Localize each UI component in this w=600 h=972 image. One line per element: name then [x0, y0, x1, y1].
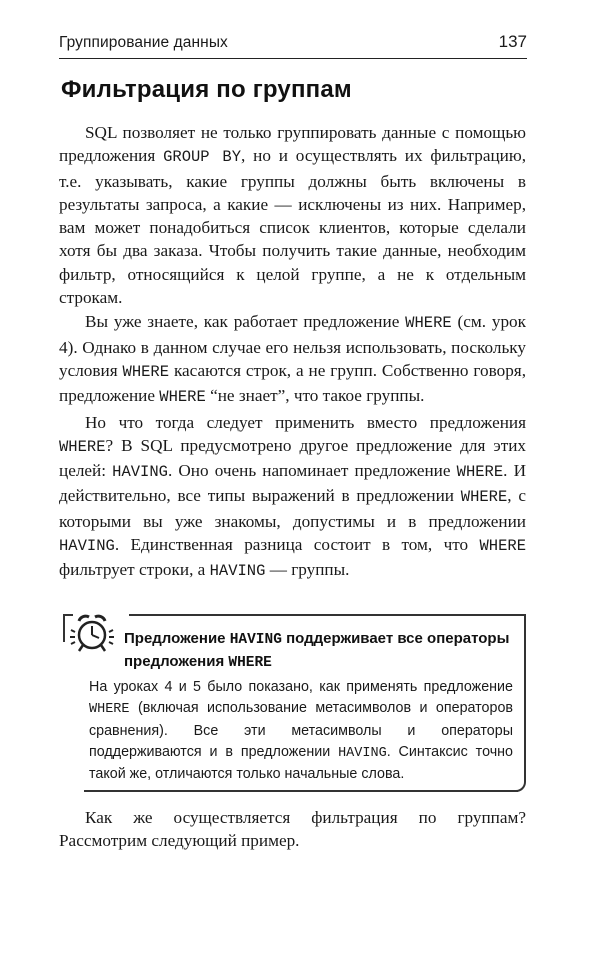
code-keyword: HAVING: [229, 632, 282, 648]
closing-text: [59, 806, 526, 853]
note-frame-right: [516, 614, 526, 792]
text-run: . И действительно, все типы выражений в предложении: [59, 461, 526, 506]
text-run: SQL позволяет не только группировать данные с помощью предложения: [59, 123, 526, 166]
text-run: Предложение: [124, 630, 230, 647]
code-keyword: HAVING: [112, 463, 168, 482]
paragraph-1: [59, 121, 526, 309]
text-run: . Синтаксис точно такой же, отличаются только начальные слова.: [89, 743, 514, 783]
text-run: . Оно очень напоминает предложение: [167, 461, 457, 481]
code-keyword: WHERE: [122, 362, 170, 381]
code-keyword: WHERE: [89, 702, 130, 718]
text-run: — группы.: [265, 560, 350, 580]
note-frame-bottom: [84, 790, 518, 792]
paragraph-3: [59, 411, 526, 584]
section-title: Фильтрация по группам: [61, 76, 352, 103]
code-keyword: WHERE: [460, 488, 508, 507]
paragraph-closing: Как же осуществляется фильтрация по группам? Рассмотрим следующий пример.: [59, 808, 526, 851]
text-run: касаются строк, а не групп. Собственно говоря, предложение: [59, 360, 526, 406]
running-head: [59, 32, 527, 59]
text-run: ? В SQL предусмотрено другое предложение для этих целей:: [59, 435, 526, 481]
code-keyword: HAVING: [209, 562, 266, 581]
code-keyword: WHERE: [159, 388, 206, 407]
code-keyword: WHERE: [479, 537, 526, 556]
text-run: На уроках 4 и 5 было показано, как применять предложение: [89, 679, 513, 695]
text-run: поддерживает все операторы предложения: [124, 630, 510, 670]
text-run: , но и осуществлять их фильтрацию, т.е. указывать, какие группы должны быть включены в результаты запроса, а какие — исключены из них. Например, вам может понадобиться список клиентов, которые сделали хотя бы два заказа. Чтобы получить такие данные, необходим фильтр, относящийся к целой группе, а не к отдельным строкам.: [59, 146, 526, 308]
code-keyword: WHERE: [405, 314, 452, 333]
note-title: [124, 628, 514, 674]
text-run: Но что тогда следует применить вместо предложения: [85, 412, 526, 432]
note-body: [89, 677, 513, 785]
alarm-clock-icon: [67, 612, 117, 656]
body-text: [59, 121, 526, 584]
note-box: [59, 612, 526, 792]
code-keyword: WHERE: [59, 437, 106, 456]
text-run: “не знает”, что такое группы.: [205, 386, 425, 406]
text-run: (см. урок 4). Однако в данном случае его нельзя использовать, поскольку условия: [59, 312, 526, 380]
running-title: Группирование данных: [59, 34, 228, 51]
text-run: фильтрует строки, а: [59, 560, 210, 580]
code-keyword: WHERE: [456, 463, 504, 482]
code-keyword: GROUP BY: [163, 148, 242, 167]
text-run: (включая использование метасимволов и операторов сравнения). Все эти метасимволы и операторы поддерживаются и в предложении: [89, 700, 513, 760]
page-number: 137: [498, 32, 527, 51]
text-run: . Единственная разница состоит в том, что: [114, 535, 480, 555]
text-run: Вы уже знаете, как работает предложение: [85, 312, 406, 332]
note-frame-top: [129, 614, 526, 616]
text-run: , с которыми вы уже знакомы, допустимы и в предложении: [59, 486, 526, 531]
code-keyword: HAVING: [338, 745, 387, 761]
paragraph-2: [59, 310, 526, 409]
code-keyword: HAVING: [59, 537, 115, 556]
code-keyword: WHERE: [228, 655, 272, 671]
